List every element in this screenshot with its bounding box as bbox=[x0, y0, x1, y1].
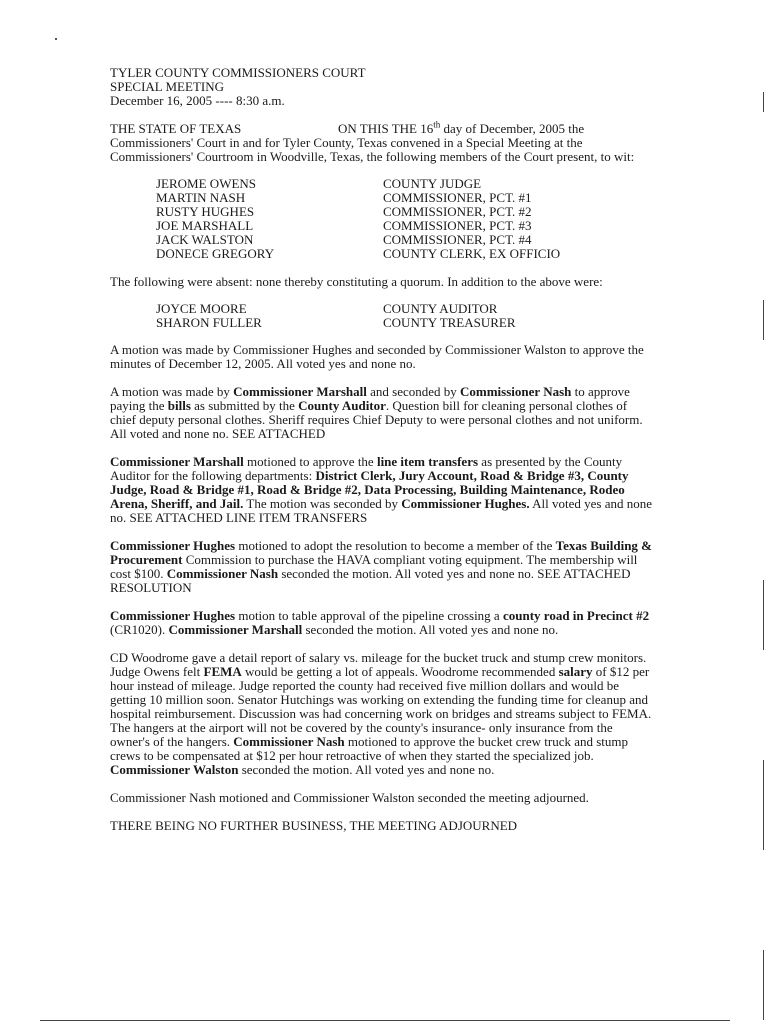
text-run: would be getting a lot of appeals. Woodrome recommended bbox=[241, 664, 559, 679]
pipeline-paragraph bbox=[110, 609, 655, 637]
scan-edge-mark bbox=[763, 300, 764, 340]
text-run: CD Woodrome gave a detail report of salary vs. mileage for the bucket truck and stump crew monitors. Judge Owens felt bbox=[110, 650, 647, 679]
bold-run: FEMA bbox=[203, 664, 242, 679]
bold-run: Commissioner Hughes bbox=[110, 538, 236, 553]
state-label: THE STATE OF TEXAS bbox=[110, 121, 242, 136]
scan-edge-mark bbox=[763, 950, 764, 1020]
other-row bbox=[156, 302, 655, 316]
closing-statement: THERE BEING NO FURTHER BUSINESS, THE MEETING ADJOURNED bbox=[110, 818, 518, 833]
bold-run: Commissioner Nash bbox=[460, 384, 572, 399]
scan-edge-mark bbox=[763, 92, 764, 112]
member-title: COMMISSIONER, PCT. #3 bbox=[383, 218, 532, 233]
bold-run: Commissioner Hughes bbox=[110, 608, 236, 623]
scan-edge-mark bbox=[763, 760, 764, 850]
member-name: JOE MARSHALL bbox=[156, 218, 254, 233]
other-title: COUNTY TREASURER bbox=[383, 315, 516, 330]
adjourn-motion-paragraph: Commissioner Nash motioned and Commissioner Walston seconded the meeting adjourned. bbox=[110, 790, 589, 805]
other-name: SHARON FULLER bbox=[156, 315, 262, 330]
bold-run: Commissioner Nash bbox=[233, 734, 345, 749]
bold-run: Commissioner Hughes. bbox=[401, 496, 530, 511]
member-title: COUNTY CLERK, EX OFFICIO bbox=[383, 246, 561, 261]
bold-run: District Clerk, Jury Account, Road & Bridge #3, County Judge, Road & Bridge #1, Road & Bridge #2, Data Processing, Building Maintenance, Rodeo Arena, Sheriff, and Jail. bbox=[110, 468, 629, 511]
member-row bbox=[156, 233, 655, 247]
bold-run: line item transfers bbox=[376, 454, 479, 469]
text-run: All voted yes and none no. SEE ATTACHED LINE ITEM TRANSFERS bbox=[110, 496, 653, 525]
bold-run: Commissioner Marshall bbox=[168, 622, 303, 637]
opening-paragraph bbox=[110, 119, 655, 164]
member-row bbox=[156, 191, 655, 205]
members-present-list bbox=[156, 177, 655, 261]
member-name: JACK WALSTON bbox=[156, 232, 254, 247]
member-row bbox=[156, 247, 655, 261]
text-run: as presented by the County Auditor for the following departments: bbox=[110, 454, 623, 483]
text-run: Commission to purchase the HAVA compliant voting equipment. The membership will cost $100. bbox=[110, 552, 638, 581]
member-name: MARTIN NASH bbox=[156, 190, 246, 205]
document-body bbox=[110, 66, 655, 833]
member-row bbox=[156, 219, 655, 233]
text-run: seconded the motion. All voted yes and none no. bbox=[302, 622, 559, 637]
resolution-paragraph bbox=[110, 539, 655, 595]
text-run: seconded the motion. All voted yes and none no. bbox=[238, 762, 495, 777]
member-row bbox=[156, 177, 655, 191]
text-run: motioned to approve the bucket crew truck and stump crews to be compensated at $12 per hour retroactive of when they started the specialized job. bbox=[110, 734, 629, 763]
document-header bbox=[110, 66, 655, 108]
text-run: and seconded by bbox=[366, 384, 461, 399]
other-row bbox=[156, 316, 655, 330]
text-run: (CR1020). bbox=[110, 622, 169, 637]
bold-run: Texas Building & Procurement bbox=[110, 538, 653, 567]
text-run: A motion was made by bbox=[110, 384, 234, 399]
member-title: COMMISSIONER, PCT. #2 bbox=[383, 204, 532, 219]
others-present-list bbox=[156, 302, 655, 330]
member-name: JEROME OWENS bbox=[156, 176, 257, 191]
bills-paragraph bbox=[110, 385, 655, 441]
text-run: to approve paying the bbox=[110, 384, 630, 413]
bold-run: salary bbox=[558, 664, 593, 679]
member-title: COUNTY JUDGE bbox=[383, 176, 482, 191]
text-run: The motion was seconded by bbox=[243, 496, 402, 511]
text-run: motioned to approve the bbox=[243, 454, 377, 469]
text-run: motioned to adopt the resolution to become a member of the bbox=[235, 538, 556, 553]
member-name: DONECE GREGORY bbox=[156, 246, 275, 261]
scan-speck bbox=[55, 38, 57, 40]
bold-run: Commissioner Marshall bbox=[233, 384, 367, 399]
bold-run: Commissioner Marshall bbox=[110, 454, 244, 469]
member-row bbox=[156, 205, 655, 219]
bold-run: county road in Precinct #2 bbox=[502, 608, 650, 623]
member-title: COMMISSIONER, PCT. #4 bbox=[383, 232, 532, 247]
text-run: seconded the motion. All voted yes and none no. SEE ATTACHED RESOLUTION bbox=[110, 566, 631, 595]
scan-edge-mark bbox=[763, 580, 764, 650]
other-title: COUNTY AUDITOR bbox=[383, 301, 498, 316]
member-title: COMMISSIONER, PCT. #1 bbox=[383, 190, 532, 205]
member-name: RUSTY HUGHES bbox=[156, 204, 255, 219]
bold-run: Commissioner Walston bbox=[110, 762, 239, 777]
report-paragraph bbox=[110, 651, 655, 777]
text-run: motion to table approval of the pipeline crossing a bbox=[235, 608, 503, 623]
header-court-name: TYLER COUNTY COMMISSIONERS COURT bbox=[110, 65, 366, 80]
header-date-time: December 16, 2005 ---- 8:30 a.m. bbox=[110, 93, 285, 108]
bold-run: County Auditor bbox=[298, 398, 386, 413]
scan-bottom-mark bbox=[40, 1020, 730, 1021]
transfers-paragraph bbox=[110, 455, 655, 525]
bold-run: Commissioner Nash bbox=[166, 566, 279, 581]
header-meeting-type: SPECIAL MEETING bbox=[110, 79, 224, 94]
text-run: as submitted by the bbox=[190, 398, 299, 413]
text-run: . Question bill for cleaning personal clothes of chief deputy personal clothes. Sheriff requires Chief Deputy to were personal clothes and not uniform. All voted and none no. SEE ATTACHED bbox=[110, 398, 643, 441]
absent-paragraph: The following were absent: none thereby constituting a quorum. In addition to the above were: bbox=[110, 274, 603, 289]
bold-run: bills bbox=[167, 398, 191, 413]
minutes-paragraph: A motion was made by Commissioner Hughes and seconded by Commissioner Walston to approve the minutes of December 12, 2005. All voted yes and none no. bbox=[110, 342, 644, 371]
text-run: of $12 per hour instead of mileage. Judge reported the county had received five million dollars and would be getting 10 million soon. Senator Hutchings was working on extending the funding time for cleanup and hospital reimbursement. Discussion was had concerning work on bridges and streams subject to FEMA. The hangers at the airport will not be covered by the county's insurance- only insurance from the owner's of the hangers. bbox=[110, 664, 652, 749]
other-name: JOYCE MOORE bbox=[156, 301, 247, 316]
opening-text: ON THIS THE 16th day of December, 2005 the Commissioners' Court in and for Tyler County, Texas convened in a Special Meeting at the Commissioners' Courtroom in Woodville, Texas, the following members of the Court present, to wit: bbox=[110, 119, 635, 164]
